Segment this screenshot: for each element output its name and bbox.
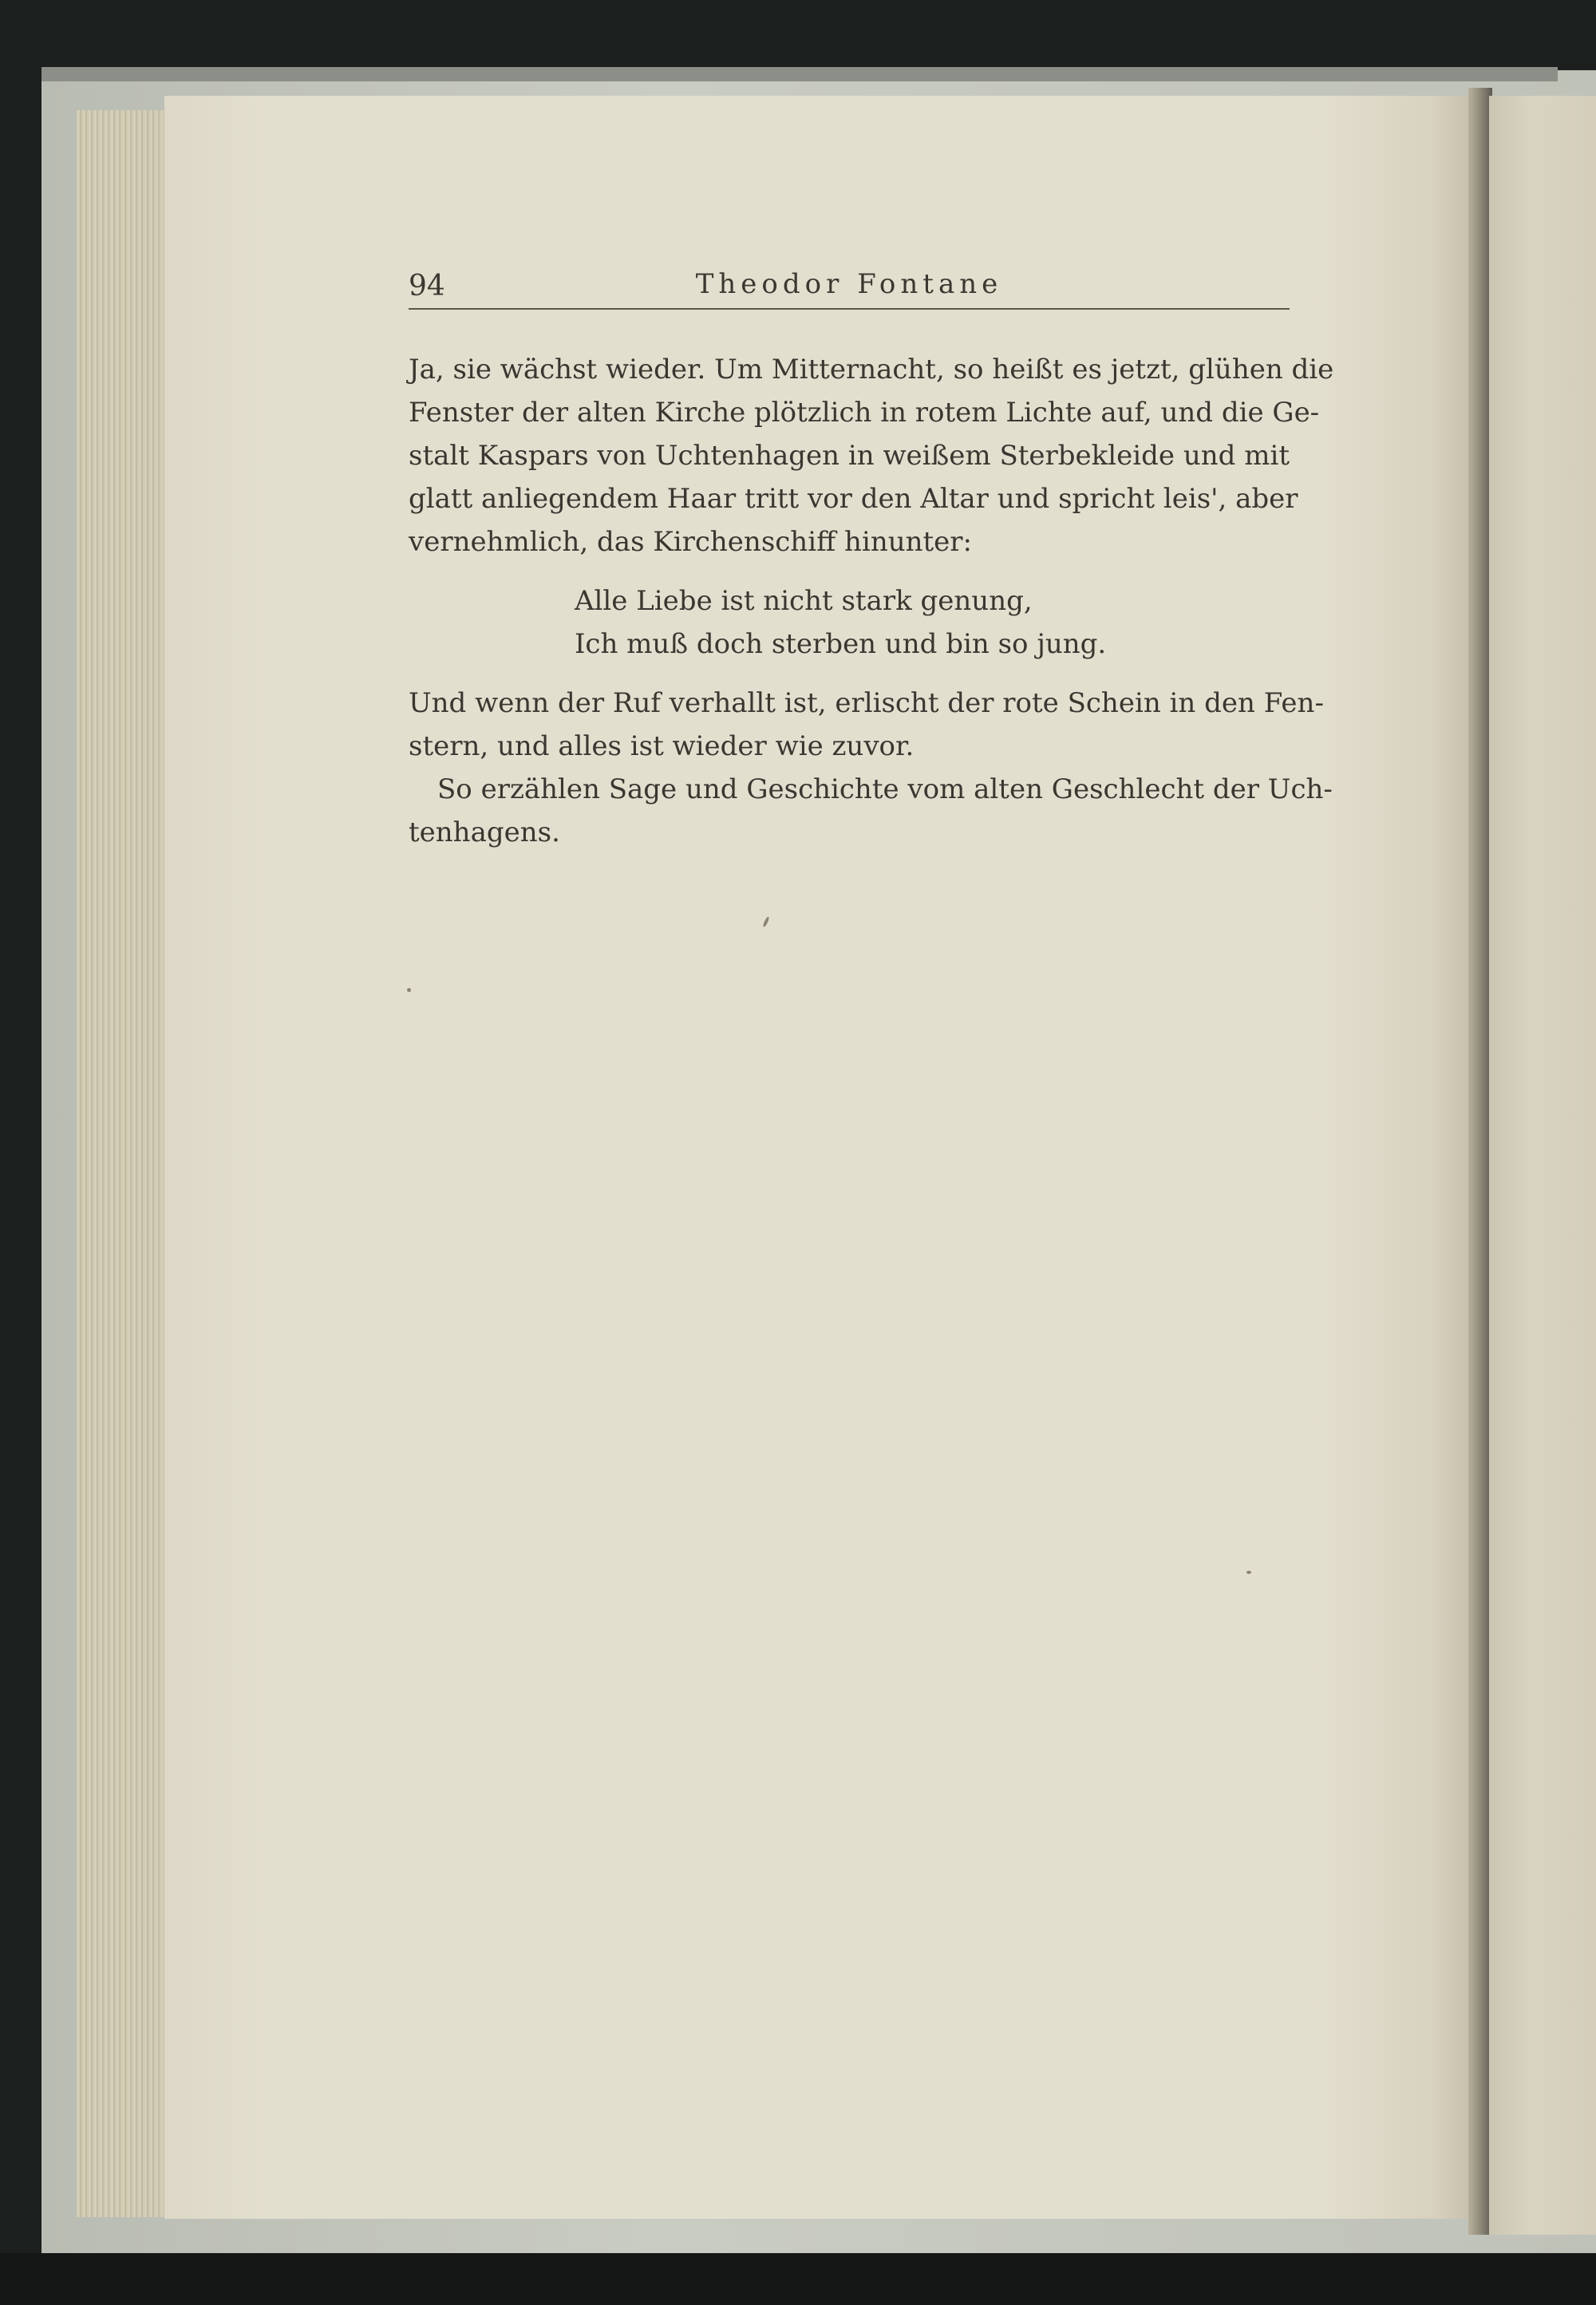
verse-line: Alle Liebe ist nicht stark genung,	[575, 585, 1033, 617]
page-number: 94	[409, 270, 445, 302]
paper-speck	[407, 988, 411, 992]
cover-top-edge	[41, 67, 1558, 81]
text-line: So erzählen Sage und Geschichte vom alten Geschlecht der Uch-	[437, 773, 1333, 805]
paragraph	[409, 682, 1324, 768]
background-bottom	[0, 2253, 1596, 2305]
text-line: vernehmlich, das Kirchenschiff hinunter:	[409, 526, 972, 558]
text-block	[409, 348, 1334, 854]
text-line: Und wenn der Ruf verhallt ist, erlischt der rote Schein in den Fen-	[409, 687, 1324, 719]
paragraph	[409, 348, 1334, 563]
paper-speck	[1246, 1571, 1251, 1574]
text-line: tenhagens.	[409, 816, 560, 848]
running-title: Theodor Fontane	[695, 268, 1003, 300]
text-line: Fenster der alten Kirche plötzlich in rotem Lichte auf, und die Ge-	[409, 397, 1320, 429]
text-line: glatt anliegendem Haar tritt vor den Altar und spricht leis', aber	[409, 483, 1298, 515]
verse-line: Ich muß doch sterben und bin so jung.	[575, 628, 1107, 660]
paragraph	[409, 768, 1333, 854]
verse-block	[409, 579, 1290, 666]
text-line: Ja, sie wächst wieder. Um Mitternacht, so heißt es jetzt, glühen die	[409, 354, 1334, 385]
running-header	[409, 263, 1290, 310]
page-block-edge	[77, 110, 168, 2217]
text-line: stalt Kaspars von Uchtenhagen in weißem Sterbekleide und mit	[409, 440, 1290, 472]
text-line: stern, und alles ist wieder wie zuvor.	[409, 730, 915, 762]
facing-page-edge	[1489, 96, 1596, 2235]
